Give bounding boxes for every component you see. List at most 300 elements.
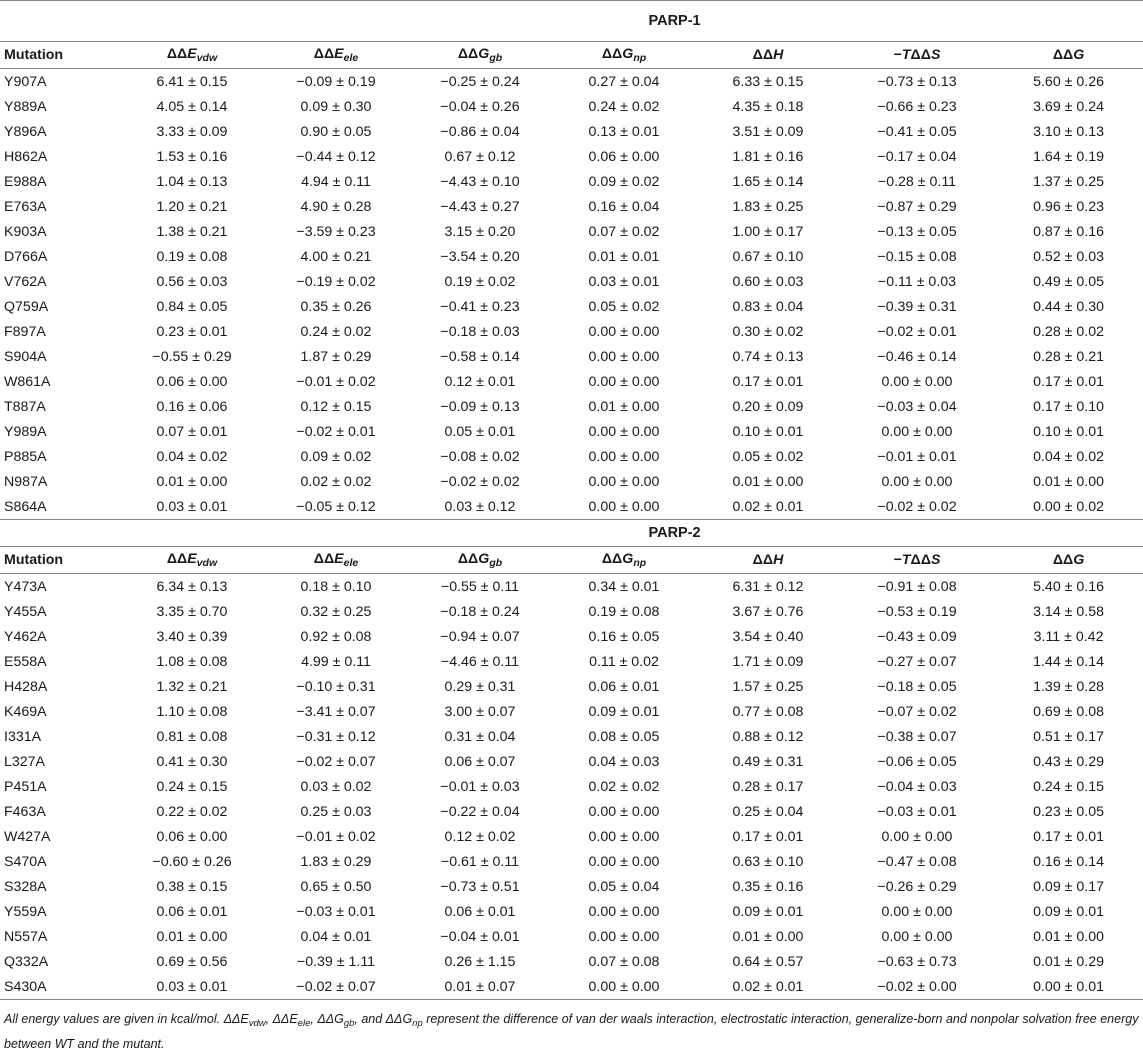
value-cell: 0.19 ± 0.08 [156,248,228,265]
value-cell: 0.77 ± 0.08 [732,703,804,720]
value-cell: −0.06 ± 0.05 [877,753,957,770]
value-cell: 0.02 ± 0.01 [696,494,840,520]
value-cell: 0.00 ± 0.00 [588,448,660,465]
value-cell: 0.13 ± 0.01 [588,123,660,140]
mutation-cell: P451A [4,778,47,795]
value-cell: −0.63 ± 0.73 [877,953,957,970]
value-cell: −0.73 ± 0.51 [440,878,520,895]
value-cell: 0.69 ± 0.08 [1033,703,1104,720]
value-cell: 0.06 ± 0.01 [156,903,228,920]
mutation-cell: W861A [4,373,51,390]
value-cell: −0.07 ± 0.02 [877,703,957,720]
value-cell: 0.19 ± 0.08 [588,603,660,620]
table-row [0,574,1143,600]
value-cell: 0.74 ± 0.13 [732,348,804,365]
mutation-cell: N987A [4,473,48,490]
value-cell: 1.71 ± 0.09 [732,653,804,670]
value-cell: 3.11 ± 0.42 [1033,628,1104,645]
value-cell: −0.02 ± 0.01 [877,323,957,340]
value-cell: 0.23 ± 0.05 [1033,803,1104,820]
value-cell: −0.04 ± 0.03 [877,778,957,795]
table-row [0,949,1143,974]
table-row [0,824,1143,849]
mutation-cell: Y455A [4,603,47,620]
value-cell: 0.00 ± 0.00 [588,928,660,945]
header-symbol: E [187,551,197,567]
footnote-symbol: ΔΔG [317,1012,344,1026]
value-cell: 4.35 ± 0.18 [732,98,804,115]
value-cell: 0.28 ± 0.17 [732,778,804,795]
value-cell: 0.04 ± 0.01 [300,928,372,945]
value-cell: 0.01 ± 0.00 [1033,473,1104,490]
value-cell: 0.00 ± 0.00 [588,853,660,870]
value-cell: −0.39 ± 1.11 [296,953,376,970]
value-cell: −0.05 ± 0.12 [264,494,408,520]
value-cell: 0.43 ± 0.29 [1033,753,1104,770]
value-cell: 0.03 ± 0.01 [120,974,264,1000]
value-cell: 1.57 ± 0.25 [732,678,804,695]
header-delta: ΔΔ [910,552,931,568]
value-cell: 0.16 ± 0.04 [588,198,660,215]
value-cell: −0.38 ± 0.07 [877,728,957,745]
table-row [0,144,1143,169]
value-cell: 0.38 ± 0.15 [156,878,228,895]
value-cell: −0.02 ± 0.00 [840,974,994,1000]
value-cell: 4.94 ± 0.11 [301,173,371,190]
value-cell: 0.09 ± 0.01 [588,703,660,720]
value-cell: 0.81 ± 0.08 [156,728,228,745]
value-cell: 0.01 ± 0.00 [732,473,804,490]
value-cell: 0.01 ± 0.07 [408,974,552,1000]
value-cell: 0.52 ± 0.03 [1033,248,1104,265]
value-cell: −0.18 ± 0.03 [440,323,520,340]
table-footnote [0,1000,1143,1054]
value-cell: 1.38 ± 0.21 [156,223,228,240]
mutation-cell: E763A [4,198,47,215]
header-symbol: G [622,46,634,62]
value-cell: 0.17 ± 0.01 [1033,373,1104,390]
value-cell: 0.11 ± 0.02 [589,653,659,670]
value-cell: −0.09 ± 0.19 [296,73,376,90]
value-cell: 5.40 ± 0.16 [1033,578,1104,595]
value-cell: 0.67 ± 0.10 [732,248,804,265]
value-cell: −0.01 ± 0.01 [877,448,957,465]
value-cell: 0.24 ± 0.15 [1033,778,1104,795]
value-cell: −0.47 ± 0.08 [877,853,957,870]
value-cell: −0.19 ± 0.02 [296,273,376,290]
column-header-h [696,547,840,574]
value-cell: 0.83 ± 0.04 [732,298,804,315]
table-row [0,749,1143,774]
header-delta: ΔΔ [910,47,931,63]
table-row [0,649,1143,674]
mutation-cell: H862A [4,148,48,165]
header-row [0,547,1143,574]
value-cell: 1.44 ± 0.14 [1033,653,1104,670]
value-cell: 0.69 ± 0.56 [156,953,228,970]
value-cell: 3.10 ± 0.13 [1033,123,1104,140]
value-cell: 0.04 ± 0.02 [1033,448,1104,465]
value-cell: 0.44 ± 0.30 [1033,298,1104,315]
value-cell: 0.09 ± 0.01 [732,903,804,920]
value-cell: −0.04 ± 0.26 [440,98,520,115]
value-cell: 0.01 ± 0.01 [588,248,660,265]
header-symbol: E [334,46,344,62]
mutation-cell: S430A [0,974,120,1000]
table-row [0,974,1143,1000]
value-cell: −0.91 ± 0.08 [877,578,957,595]
value-cell: 1.08 ± 0.08 [156,653,228,670]
header-symbol: G [478,46,490,62]
value-cell: 0.01 ± 0.00 [156,928,228,945]
value-cell: 0.00 ± 0.00 [881,828,953,845]
value-cell: 4.00 ± 0.21 [300,248,372,265]
value-cell: 0.12 ± 0.01 [444,373,516,390]
value-cell: 0.27 ± 0.04 [588,73,660,90]
value-cell: 0.01 ± 0.29 [1033,953,1104,970]
value-cell: −0.41 ± 0.23 [440,298,520,315]
value-cell: 1.04 ± 0.13 [156,173,228,190]
mutation-cell: S864A [0,494,120,520]
column-header-mutation: Mutation [0,547,120,574]
value-cell: 0.08 ± 0.05 [588,728,660,745]
footnote-symbol: ΔΔG [385,1012,413,1026]
value-cell: −0.15 ± 0.08 [877,248,957,265]
value-cell: 0.01 ± 0.00 [156,473,228,490]
header-symbol: E [187,46,197,62]
value-cell: 0.00 ± 0.00 [881,473,953,490]
value-cell: −3.54 ± 0.20 [440,248,520,265]
value-cell: −0.55 ± 0.29 [152,348,232,365]
value-cell: −0.02 ± 0.02 [840,494,994,520]
value-cell: 3.40 ± 0.39 [156,628,228,645]
value-cell: −0.02 ± 0.07 [296,753,376,770]
value-cell: −0.10 ± 0.31 [296,678,376,695]
header-delta: ΔΔ [166,46,188,62]
value-cell: 0.05 ± 0.04 [588,878,660,895]
value-cell: −0.18 ± 0.24 [440,603,520,620]
header-symbol: E [334,551,344,567]
value-cell: −0.55 ± 0.11 [440,578,520,595]
header-delta: ΔΔ [1052,552,1074,568]
value-cell: 0.28 ± 0.02 [1033,323,1104,340]
header-symbol: G [1073,552,1085,568]
value-cell: −0.02 ± 0.01 [296,423,376,440]
footnote-sep: , [310,1012,318,1026]
value-cell: −4.43 ± 0.10 [440,173,520,190]
header-symbol: G [1073,47,1085,63]
value-cell: 0.22 ± 0.02 [156,803,228,820]
value-cell: 0.25 ± 0.04 [732,803,804,820]
value-cell: 0.96 ± 0.23 [1033,198,1104,215]
mutation-cell: Y896A [4,123,47,140]
mutation-cell: Y462A [4,628,47,645]
column-header-g [994,42,1143,69]
value-cell: 1.32 ± 0.21 [156,678,228,695]
value-cell: 1.83 ± 0.25 [732,198,804,215]
value-cell: 0.00 ± 0.00 [588,473,660,490]
value-cell: 1.81 ± 0.16 [732,148,804,165]
value-cell: 0.06 ± 0.00 [156,373,228,390]
value-cell: 0.09 ± 0.17 [1033,878,1104,895]
value-cell: 1.37 ± 0.25 [1033,173,1104,190]
mutation-cell: Y889A [4,98,47,115]
value-cell: 0.02 ± 0.01 [696,974,840,1000]
value-cell: 0.03 ± 0.12 [408,494,552,520]
value-cell: 0.24 ± 0.02 [588,98,660,115]
value-cell: 3.51 ± 0.09 [732,123,804,140]
value-cell: 0.16 ± 0.05 [588,628,660,645]
value-cell: 0.17 ± 0.01 [1033,828,1104,845]
value-cell: 3.35 ± 0.70 [156,603,228,620]
value-cell: 0.23 ± 0.01 [156,323,228,340]
header-symbol: T [901,552,911,568]
value-cell: 0.09 ± 0.01 [1033,903,1104,920]
header-delta: ΔΔ [313,551,335,567]
value-cell: 0.06 ± 0.00 [156,828,228,845]
value-cell: 0.90 ± 0.05 [300,123,372,140]
table-row [0,219,1143,244]
table-row [0,244,1143,269]
value-cell: −0.04 ± 0.01 [440,928,520,945]
value-cell: 0.20 ± 0.09 [732,398,804,415]
header-delta: ΔΔ [752,47,774,63]
table-row [0,674,1143,699]
table-row [0,419,1143,444]
value-cell: 0.35 ± 0.26 [300,298,372,315]
mutation-cell: Q759A [4,298,49,315]
table-row [0,924,1143,949]
header-prefix: − [893,47,902,63]
value-cell: −4.43 ± 0.27 [440,198,520,215]
value-cell: 0.19 ± 0.02 [444,273,516,290]
value-cell: 0.00 ± 0.01 [994,974,1143,1000]
value-cell: −0.66 ± 0.23 [877,98,957,115]
column-header-gnp [552,42,696,69]
mutation-cell: S328A [4,878,47,895]
mutation-cell: Q332A [4,953,49,970]
value-cell: 1.87 ± 0.29 [300,348,372,365]
value-cell: 5.60 ± 0.26 [1033,73,1104,90]
value-cell: −0.03 ± 0.01 [296,903,376,920]
column-header-eele [264,42,408,69]
table-row [0,194,1143,219]
value-cell: −0.44 ± 0.12 [296,148,376,165]
value-cell: 0.03 ± 0.01 [588,273,660,290]
value-cell: 0.34 ± 0.01 [588,578,660,595]
value-cell: 0.51 ± 0.17 [1033,728,1104,745]
table-row [0,599,1143,624]
value-cell: 0.00 ± 0.00 [588,903,660,920]
column-header-ggb [408,547,552,574]
header-prefix: − [893,552,902,568]
value-cell: 1.83 ± 0.29 [300,853,372,870]
header-symbol: H [773,552,784,568]
mutation-cell: Y473A [4,578,47,595]
mutation-cell: W427A [4,828,51,845]
value-cell: 0.00 ± 0.00 [552,974,696,1000]
value-cell: 0.87 ± 0.16 [1033,223,1104,240]
mutation-cell: E988A [4,173,47,190]
value-cell: 0.24 ± 0.15 [156,778,228,795]
header-subscript: gb [489,52,503,64]
value-cell: 4.05 ± 0.14 [156,98,228,115]
value-cell: −0.02 ± 0.02 [440,473,520,490]
value-cell: −0.03 ± 0.01 [877,803,957,820]
mutation-cell: S470A [4,853,47,870]
mutation-cell: D766A [4,248,48,265]
value-cell: 0.01 ± 0.00 [732,928,804,945]
value-cell: −3.59 ± 0.23 [296,223,376,240]
value-cell: 0.00 ± 0.00 [588,373,660,390]
table-body [0,1,1143,1000]
table-row [0,494,1143,520]
value-cell: −0.17 ± 0.04 [877,148,957,165]
value-cell: 3.67 ± 0.76 [732,603,804,620]
value-cell: 0.03 ± 0.01 [120,494,264,520]
value-cell: 0.05 ± 0.02 [732,448,804,465]
value-cell: 0.16 ± 0.06 [156,398,228,415]
value-cell: 0.63 ± 0.10 [732,853,804,870]
value-cell: 0.17 ± 0.01 [732,828,804,845]
mutation-cell: K903A [4,223,47,240]
value-cell: −0.61 ± 0.11 [440,853,520,870]
value-cell: 0.00 ± 0.00 [588,348,660,365]
table-row [0,169,1143,194]
value-cell: 1.65 ± 0.14 [732,173,804,190]
value-cell: −0.60 ± 0.26 [152,853,232,870]
mutation-cell: N557A [4,928,48,945]
mutation-cell: E558A [4,653,47,670]
value-cell: −0.03 ± 0.04 [877,398,957,415]
value-cell: 1.10 ± 0.08 [156,703,228,720]
value-cell: 3.14 ± 0.58 [1033,603,1104,620]
value-cell: 0.00 ± 0.00 [881,373,953,390]
header-subscript: ele [343,557,359,569]
value-cell: 1.53 ± 0.16 [156,148,228,165]
value-cell: 6.34 ± 0.13 [156,578,228,595]
value-cell: 0.01 ± 0.00 [588,398,660,415]
table-row [0,849,1143,874]
value-cell: 0.09 ± 0.30 [300,98,372,115]
mutation-cell: S904A [4,348,47,365]
header-delta: ΔΔ [457,46,479,62]
header-symbol: H [773,47,784,63]
value-cell: 0.30 ± 0.02 [732,323,804,340]
header-delta: ΔΔ [1052,47,1074,63]
value-cell: 0.31 ± 0.04 [444,728,516,745]
value-cell: 0.35 ± 0.16 [732,878,804,895]
value-cell: −0.18 ± 0.05 [877,678,957,695]
mutation-cell: K469A [4,703,47,720]
mutation-cell: I331A [4,728,42,745]
value-cell: 4.90 ± 0.28 [300,198,372,215]
header-delta: ΔΔ [601,551,623,567]
value-cell: −0.39 ± 0.31 [877,298,957,315]
header-subscript: ele [343,52,359,64]
header-symbol: T [901,47,911,63]
value-cell: 0.10 ± 0.01 [1033,423,1104,440]
value-cell: 4.99 ± 0.11 [301,653,371,670]
table-row [0,774,1143,799]
value-cell: 0.02 ± 0.02 [300,473,372,490]
column-header-h [696,42,840,69]
value-cell: −0.11 ± 0.03 [877,273,957,290]
value-cell: 0.88 ± 0.12 [732,728,804,745]
table-row [0,69,1143,95]
value-cell: 0.06 ± 0.07 [444,753,516,770]
header-delta: ΔΔ [752,552,774,568]
footnote-subscript: np [412,1018,423,1029]
value-cell: 0.49 ± 0.05 [1033,273,1104,290]
table-row [0,699,1143,724]
table-row [0,94,1143,119]
value-cell: 6.41 ± 0.15 [156,73,228,90]
value-cell: −0.94 ± 0.07 [440,628,520,645]
value-cell: −0.86 ± 0.04 [440,123,520,140]
mutation-cell: F463A [4,803,46,820]
value-cell: 0.18 ± 0.10 [300,578,372,595]
mutation-cell: V762A [4,273,47,290]
value-cell: 1.20 ± 0.21 [156,198,228,215]
value-cell: −0.08 ± 0.02 [440,448,520,465]
header-row [0,42,1143,69]
footnote-symbol: ΔΔE [223,1012,249,1026]
header-delta: ΔΔ [601,46,623,62]
value-cell: 0.65 ± 0.50 [300,878,372,895]
value-cell: 0.10 ± 0.01 [732,423,804,440]
value-cell: 0.02 ± 0.02 [588,778,660,795]
value-cell: 0.06 ± 0.01 [444,903,516,920]
value-cell: 0.64 ± 0.57 [732,953,804,970]
value-cell: −0.28 ± 0.11 [877,173,957,190]
value-cell: 0.12 ± 0.02 [444,828,516,845]
value-cell: 0.07 ± 0.02 [588,223,660,240]
column-header-evdw [120,547,264,574]
value-cell: 3.00 ± 0.07 [444,703,516,720]
value-cell: 0.05 ± 0.01 [444,423,516,440]
value-cell: 0.25 ± 0.03 [300,803,372,820]
value-cell: 0.29 ± 0.31 [444,678,516,695]
value-cell: −0.46 ± 0.14 [877,348,957,365]
mutation-cell: Y559A [4,903,47,920]
table-row [0,369,1143,394]
value-cell: 0.04 ± 0.02 [156,448,228,465]
value-cell: 0.17 ± 0.10 [1033,398,1104,415]
mutation-cell: Y907A [4,73,47,90]
footnote-text: represent the difference of van der waals interaction, electrostatic interaction, generalize-born and nonpolar solvation free energy between WT and the mutant. [4,1012,1139,1051]
value-cell: 0.06 ± 0.01 [588,678,660,695]
value-cell: −0.02 ± 0.07 [264,974,408,1000]
header-subscript: vdw [196,52,218,64]
table-row [0,724,1143,749]
value-cell: −0.73 ± 0.13 [877,73,957,90]
value-cell: 0.00 ± 0.00 [588,323,660,340]
mutation-cell: L327A [4,753,46,770]
table-row [0,469,1143,494]
value-cell: 3.69 ± 0.24 [1033,98,1104,115]
value-cell: 0.03 ± 0.02 [300,778,372,795]
value-cell: 0.00 ± 0.02 [994,494,1143,520]
value-cell: 0.07 ± 0.01 [156,423,228,440]
header-subscript: gb [489,557,503,569]
table-row [0,874,1143,899]
value-cell: 3.15 ± 0.20 [444,223,516,240]
table-row [0,444,1143,469]
value-cell: −0.01 ± 0.02 [296,373,376,390]
value-cell: 0.09 ± 0.02 [300,448,372,465]
value-cell: −0.87 ± 0.29 [877,198,957,215]
